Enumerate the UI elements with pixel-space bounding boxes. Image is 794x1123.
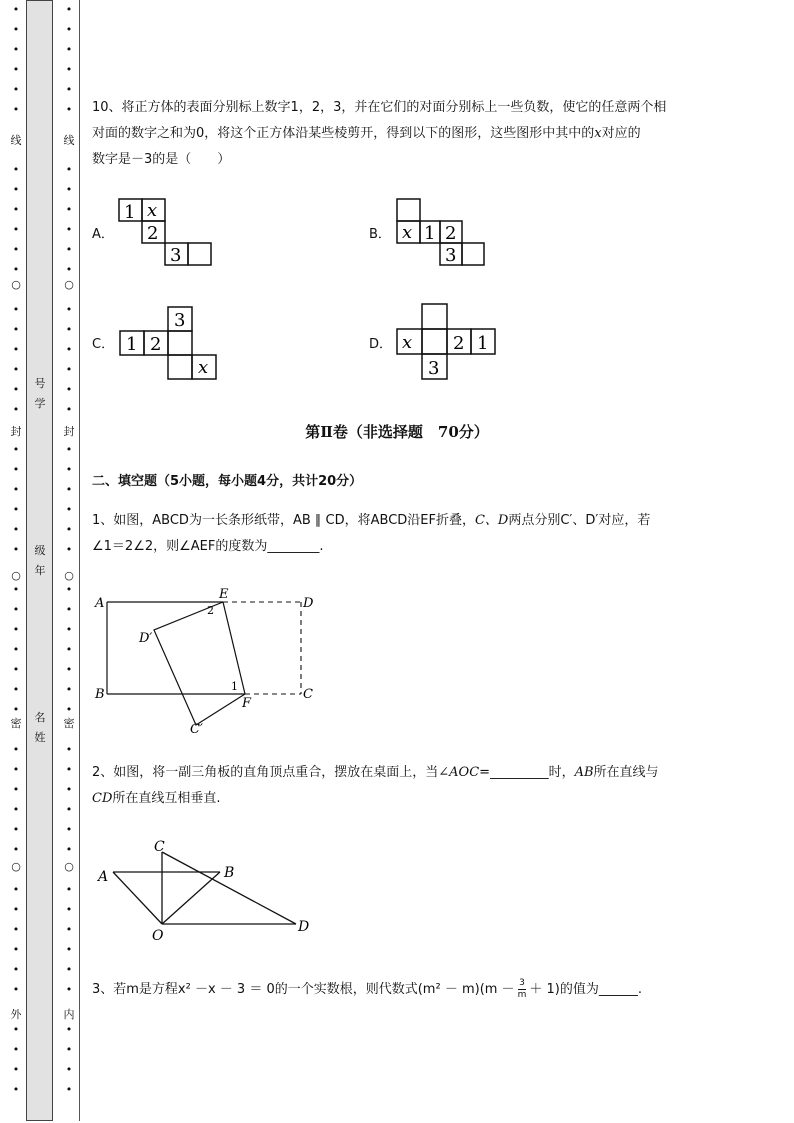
inner-margin-dot: • xyxy=(65,963,73,976)
inner-margin-dot: • xyxy=(65,383,73,396)
section-heading: 二、填空题（5小题，每小题4分，共计20分） xyxy=(92,474,363,489)
question-10 xyxy=(92,95,752,173)
inner-margin-dot: • xyxy=(65,223,73,236)
outer-margin-dot: • xyxy=(12,483,20,496)
outer-margin-dot: • xyxy=(12,823,20,836)
label-angle-2: 2 xyxy=(207,604,214,617)
inner-margin-mark: 密 xyxy=(63,717,75,730)
inner-margin-dot: • xyxy=(65,763,73,776)
margin-rule xyxy=(79,0,80,1121)
inner-margin-dot: • xyxy=(65,163,73,176)
outer-margin-mark: 线 xyxy=(10,134,22,147)
inner-margin-dot: • xyxy=(65,803,73,816)
inner-margin-dot: • xyxy=(65,463,73,476)
outer-margin-dot: • xyxy=(12,303,20,316)
outer-margin-dot: • xyxy=(12,63,20,76)
figure-set-squares xyxy=(90,835,320,947)
outer-margin-dot: • xyxy=(12,943,20,956)
outer-margin-dot: • xyxy=(12,323,20,336)
outer-margin-dot: • xyxy=(12,983,20,996)
outer-margin-dot: • xyxy=(12,643,20,656)
inner-margin-dot: • xyxy=(65,783,73,796)
inner-margin-dot: • xyxy=(65,363,73,376)
outer-margin-dot: • xyxy=(12,683,20,696)
option-d-label: D． xyxy=(369,337,393,352)
cell-b-1: 1 xyxy=(424,223,436,244)
cell-d-1: 1 xyxy=(477,333,489,354)
outer-margin-dot: • xyxy=(12,663,20,676)
outer-margin-mark: ○ xyxy=(11,278,21,291)
outer-margin-dot: • xyxy=(12,763,20,776)
cell-b-x: x xyxy=(402,222,413,243)
label-D-prime: D′ xyxy=(139,631,153,646)
option-d-net xyxy=(394,301,500,383)
label-C: C xyxy=(303,687,313,702)
inner-margin-dot: • xyxy=(65,443,73,456)
outer-margin-dot: • xyxy=(12,783,20,796)
strip-label-ji: 级 xyxy=(34,544,46,557)
outer-margin-dot: • xyxy=(12,543,20,556)
inner-margin-dot: • xyxy=(65,183,73,196)
inner-margin-dot: • xyxy=(65,943,73,956)
cell-d-2: 2 xyxy=(453,333,465,354)
outer-margin-dot: • xyxy=(12,1043,20,1056)
outer-margin-dot: • xyxy=(12,43,20,56)
inner-margin-dot: • xyxy=(65,323,73,336)
inner-margin-dot: • xyxy=(65,1063,73,1076)
inner-margin-dot: • xyxy=(65,203,73,216)
q1-line1: 1、如图，ABCD为一长条形纸带，AB ∥ CD，将ABCD沿EF折叠，C、D两点分别C′、D′对应，若 xyxy=(92,513,651,528)
strip-label-xue: 学 xyxy=(34,397,46,410)
inner-margin-dot: • xyxy=(65,403,73,416)
label-D: D xyxy=(303,596,314,611)
outer-margin-dot: • xyxy=(12,203,20,216)
outer-margin-dot: • xyxy=(12,903,20,916)
question-2 xyxy=(92,760,752,812)
label-E: E xyxy=(219,587,229,602)
inner-margin-dot: • xyxy=(65,823,73,836)
cell-c-3: 3 xyxy=(174,310,186,331)
option-b-net xyxy=(394,196,488,268)
inner-margin-mark: 封 xyxy=(63,425,75,438)
inner-margin-dot: • xyxy=(65,303,73,316)
cell-d-x: x xyxy=(402,332,413,353)
outer-margin-dot: • xyxy=(12,1083,20,1096)
outer-margin-dot: • xyxy=(12,263,20,276)
q10-line1: 10、将正方体的表面分别标上数字1，2，3，并在它们的对面分别标上一些负数，使它的任意两个相 xyxy=(92,100,667,115)
inner-margin-dot: • xyxy=(65,743,73,756)
option-c-net xyxy=(116,304,222,382)
outer-margin-dot: • xyxy=(12,1023,20,1036)
option-a-label: A． xyxy=(92,227,114,242)
cell-d-3: 3 xyxy=(428,358,440,379)
label-O: O xyxy=(152,928,164,944)
inner-margin-dot: • xyxy=(65,983,73,996)
strip-label-nian: 年 xyxy=(34,564,46,577)
inner-margin-dot: • xyxy=(65,1023,73,1036)
inner-margin-dot: • xyxy=(65,663,73,676)
inner-margin-dot: • xyxy=(65,903,73,916)
cell-c-1: 1 xyxy=(126,334,138,355)
outer-margin-mark: 密 xyxy=(10,717,22,730)
inner-margin-dot: • xyxy=(65,343,73,356)
outer-margin-dot: • xyxy=(12,443,20,456)
inner-margin-mark: 内 xyxy=(63,1008,75,1021)
cell-a-1: 1 xyxy=(124,202,136,223)
question-1 xyxy=(92,508,752,560)
cell-a-2: 2 xyxy=(147,223,159,244)
inner-margin-dot: • xyxy=(65,523,73,536)
cell-c-2: 2 xyxy=(150,334,162,355)
outer-margin-dot: • xyxy=(12,603,20,616)
outer-margin-dot: • xyxy=(12,503,20,516)
inner-margin-dot: • xyxy=(65,703,73,716)
outer-margin-dot: • xyxy=(12,3,20,16)
inner-margin-dot: • xyxy=(65,683,73,696)
inner-margin-dot: • xyxy=(65,923,73,936)
inner-margin-dot: • xyxy=(65,543,73,556)
outer-margin-dot: • xyxy=(12,223,20,236)
outer-margin-dot: • xyxy=(12,183,20,196)
inner-margin-dot: • xyxy=(65,603,73,616)
inner-margin-mark: ○ xyxy=(64,278,74,291)
outer-margin-dot: • xyxy=(12,923,20,936)
label-D: D xyxy=(298,919,310,935)
label-A: A xyxy=(95,596,105,611)
cell-a-3: 3 xyxy=(170,245,182,266)
strip-label-xing: 姓 xyxy=(34,731,46,744)
q1-line2: ∠1＝2∠2，则∠AEF的度数为________. xyxy=(92,539,324,554)
inner-margin-mark: ○ xyxy=(64,569,74,582)
outer-margin-dot: • xyxy=(12,843,20,856)
inner-margin-dot: • xyxy=(65,43,73,56)
outer-margin-dot: • xyxy=(12,703,20,716)
inner-margin-dot: • xyxy=(65,503,73,516)
cell-b-2: 2 xyxy=(445,223,457,244)
label-B: B xyxy=(224,865,235,881)
option-b-label: B． xyxy=(369,227,391,242)
inner-margin-dot: • xyxy=(65,3,73,16)
outer-margin-mark: ○ xyxy=(11,860,21,873)
outer-margin-dot: • xyxy=(12,743,20,756)
q10-line2: 对面的数字之和为0，将这个正方体沿某些棱剪开，得到以下的图形，这些图形中其中的x对应的 xyxy=(92,126,641,141)
inner-margin-dot: • xyxy=(65,643,73,656)
outer-margin-dot: • xyxy=(12,363,20,376)
outer-margin-dot: • xyxy=(12,463,20,476)
outer-margin-mark: 封 xyxy=(10,425,22,438)
outer-margin-dot: • xyxy=(12,523,20,536)
label-angle-1: 1 xyxy=(231,680,238,693)
inner-margin-dot: • xyxy=(65,583,73,596)
inner-margin-dot: • xyxy=(65,103,73,116)
label-A: A xyxy=(98,869,109,885)
outer-margin-dot: • xyxy=(12,403,20,416)
outer-margin-dot: • xyxy=(12,383,20,396)
figure-folding-strip xyxy=(90,585,330,737)
q10-line3: 数字是－3的是（ ） xyxy=(92,152,231,167)
inner-margin-dot: • xyxy=(65,83,73,96)
outer-margin-dot: • xyxy=(12,623,20,636)
inner-margin-dot: • xyxy=(65,843,73,856)
q3-fraction: $\frac{3}{m}$ xyxy=(517,978,527,1000)
outer-margin-dot: • xyxy=(12,103,20,116)
question-3: 3、若m是方程x² －x － 3 ＝ 0的一个实数根，则代数式(m² － m)(m － $\frac{3}{m}$ ＋ 1)的值为______. xyxy=(92,978,642,1000)
option-c-label: C． xyxy=(92,337,115,352)
inner-margin-dot: • xyxy=(65,1043,73,1056)
inner-margin-dot: • xyxy=(65,623,73,636)
q2-line2: CD所在直线互相垂直. xyxy=(92,791,221,806)
outer-margin-dot: • xyxy=(12,1063,20,1076)
label-C: C xyxy=(154,839,165,855)
label-C-prime: C′ xyxy=(190,722,203,737)
strip-label-ming: 名 xyxy=(34,711,46,724)
inner-margin-dot: • xyxy=(65,483,73,496)
outer-margin-dot: • xyxy=(12,343,20,356)
outer-margin-dot: • xyxy=(12,243,20,256)
outer-margin-dot: • xyxy=(12,163,20,176)
outer-margin-dot: • xyxy=(12,963,20,976)
label-F: F xyxy=(242,696,252,711)
inner-margin-dot: • xyxy=(65,263,73,276)
cell-a-x: x xyxy=(147,200,158,221)
cell-c-x: x xyxy=(198,357,209,378)
outer-margin-dot: • xyxy=(12,583,20,596)
strip-label-hao: 号 xyxy=(34,377,46,390)
inner-margin-mark: 线 xyxy=(63,134,75,147)
inner-margin-dot: • xyxy=(65,243,73,256)
inner-margin-dot: • xyxy=(65,1083,73,1096)
label-B: B xyxy=(95,687,105,702)
inner-margin-dot: • xyxy=(65,23,73,36)
inner-margin-mark: ○ xyxy=(64,860,74,873)
outer-margin-dot: • xyxy=(12,883,20,896)
outer-margin-dot: • xyxy=(12,83,20,96)
outer-margin-mark: 外 xyxy=(10,1008,22,1021)
q2-line1: 2、如图，将一副三角板的直角顶点重合，摆放在桌面上，当∠AOC=_________时，AB所在直线与 xyxy=(92,765,659,780)
outer-margin-dot: • xyxy=(12,23,20,36)
inner-margin-dot: • xyxy=(65,883,73,896)
section-title: 第Ⅱ卷（非选择题 70分） xyxy=(305,423,489,441)
outer-margin-mark: ○ xyxy=(11,569,21,582)
cell-b-3: 3 xyxy=(445,245,457,266)
outer-margin-dot: • xyxy=(12,803,20,816)
option-a-net xyxy=(116,196,216,268)
inner-margin-dot: • xyxy=(65,63,73,76)
